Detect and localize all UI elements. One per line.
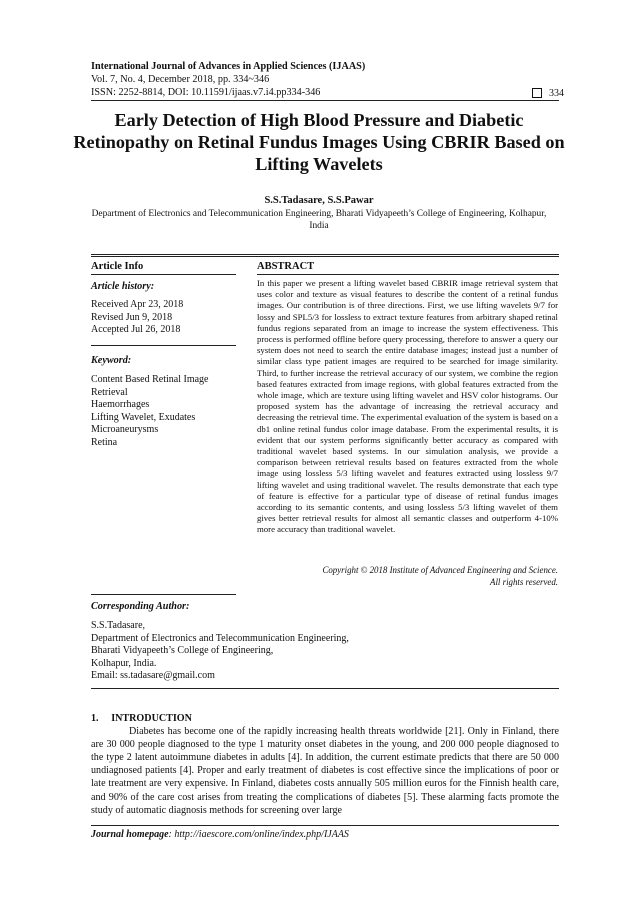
affiliation-line: India	[309, 220, 329, 231]
title-line: Early Detection of High Blood Pressure and Diabetic	[114, 110, 524, 130]
history-rule	[91, 345, 236, 346]
history-heading: Article history:	[91, 281, 155, 292]
page-box-icon	[532, 88, 542, 98]
copyright-line: All rights reserved.	[490, 576, 558, 587]
copyright	[238, 565, 558, 588]
corr-line: Kolhapur, India.	[91, 657, 157, 669]
authors: S.S.Tadasare, S.S.Pawar	[264, 195, 374, 206]
paper-title	[70, 109, 568, 175]
footer	[91, 829, 349, 840]
corresponding-heading: Corresponding Author:	[91, 601, 190, 612]
block-top-rule	[91, 254, 559, 255]
abstract-rule	[257, 274, 559, 275]
keyword-item: Retina	[91, 436, 118, 448]
page-number: 334	[549, 88, 564, 99]
block-bottom-rule	[91, 688, 559, 689]
keyword-heading: Keyword:	[91, 355, 132, 366]
abstract-text: In this paper we present a lifting wavelet based CBRIR image retrieval system that uses color and texture as visual features to describe the content of a retinal fundus images. Our contribution is of three directions. First, we use lifting wavelets 9/7 for lossy and SPL5/3 for lossless to extract texture features from arbitrary shaped retinal fundus regions separated from an image to increase the system effectiveness. This process is performed offline before query processing, therefore to answer a query our system does not need to search the entire database images; instead just a number of similar class type patient images are required to be searched for image similarity. Third, to further increase the retrieval accuracy of our system, we combine the region based features extracted from image regions, with global features extracted from the whole image, which are texture using lifting wavelet and HSV color histograms. Our proposed system has the advantage of increasing the retrieval accuracy and decreasing the retrieval time. The experimental evaluation of the system is based on a db1 online retinal fundus color image database. From the experimental results, it is evident that our system performs significantly better accuracy as compared with traditional wavelet based systems. In our simulation analysis, we provide a comparison between retrieval results based on features extracted from the whole image using lossless 5/3 lifting wavelet and features extracted using lossless 9/7 lifting wavelet and using traditional wavelet. The results demonstrate that each type of feature is effective for a particular type of disease of retinal fundus images according to its semantic contents, and using lossless 5/3 lifting wavelet of them gives better retrieval results for almost all semantic classes and outperform 4-10% more accuracy than traditional wavelet.	[257, 278, 558, 535]
corr-rule	[91, 594, 236, 595]
history-item: Received Apr 23, 2018	[91, 299, 184, 310]
journal-name: International Journal of Advances in Applied Sciences (IJAAS)	[91, 61, 366, 72]
journal-volume: Vol. 7, No. 4, December 2018, pp. 334~346	[91, 74, 270, 85]
article-info-heading: Article Info	[91, 261, 144, 272]
corr-line: Bharati Vidyapeeth’s College of Engineering,	[91, 645, 274, 657]
copyright-line: Copyright © 2018 Institute of Advanced Engineering and Science.	[322, 565, 558, 575]
keyword-item: Retrieval	[91, 386, 128, 398]
section-heading: 1. INTRODUCTION	[91, 713, 192, 724]
corresponding-author	[91, 620, 349, 683]
affiliation-line: Department of Electronics and Telecommunication Engineering, Bharati Vidyapeeth’s College of Engineering, Kolhapur,	[91, 209, 547, 219]
keyword-item: Lifting Wavelet, Exudates	[91, 411, 196, 423]
corr-line: S.S.Tadasare,	[91, 620, 146, 631]
footer-rule	[91, 825, 559, 826]
article-info-rule	[91, 274, 236, 275]
corr-line: Department of Electronics and Telecommunication Engineering,	[91, 632, 349, 644]
affiliation	[80, 209, 558, 232]
title-line: Retinopathy on Retinal Fundus Images Using CBRIR Based on	[73, 132, 565, 152]
journal-homepage-link[interactable]: : http://iaescore.com/online/index.php/IJAAS	[168, 829, 349, 840]
keyword-list	[91, 374, 208, 450]
abstract-heading: ABSTRACT	[257, 261, 315, 272]
block-top-rule-2	[91, 256, 559, 257]
corr-email: Email: ss.tadasare@gmail.com	[91, 670, 215, 682]
history-list	[91, 299, 183, 337]
title-line: Lifting Wavelets	[255, 154, 383, 174]
keyword-item: Microaneurysms	[91, 424, 159, 436]
journal-issn: ISSN: 2252-8814, DOI: 10.11591/ijaas.v7.i4.pp334-346	[91, 87, 321, 98]
header-rule	[91, 100, 559, 101]
introduction	[91, 712, 559, 817]
keyword-item: Haemorrhages	[91, 399, 150, 411]
history-item: Revised Jun 9, 2018	[91, 311, 173, 323]
keyword-item: Content Based Retinal Image	[91, 374, 209, 385]
intro-paragraph: Diabetes has become one of the rapidly increasing health threats worldwide [21]. Only in Finland, there are 30 000 people diagnosed to the type 1 maturity onset diabetes in the young, and 200 000 people diagnosed to the type 2 latent autoimmune diabetes in adults [4]. In addition, the current estimate predicts that there are 50 000 undiagnosed patients [4]. Proper and early treatment of diabetes is cost effective since the implications of poor or late treatment are very expensive. In Finland, diabetes costs annually 505 million euros for the Finnish health care, and 90% of the care cost arises from treating the complications of diabetes [5]. These alarming facts promote the study of automatic diagnosis methods for screening over large	[91, 726, 559, 816]
footer-label: Journal homepage	[91, 829, 169, 840]
history-item: Accepted Jul 26, 2018	[91, 324, 181, 336]
